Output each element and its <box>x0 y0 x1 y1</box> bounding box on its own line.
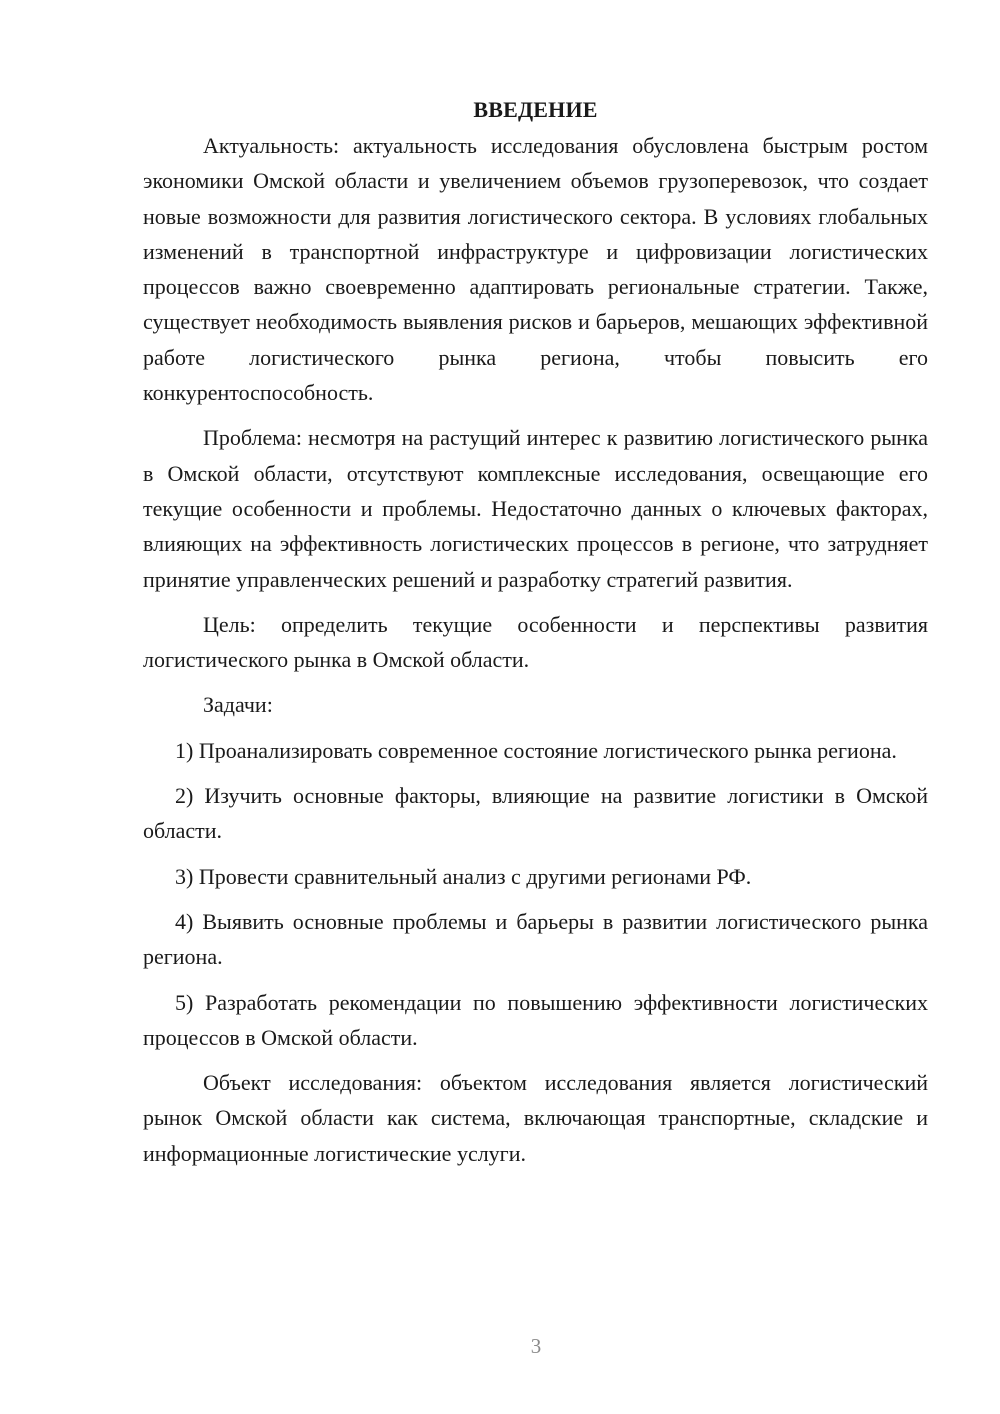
paragraph-relevance: Актуальность: актуальность исследования обусловлена быстрым ростом экономики Омской области и увеличением объемов грузоперевозок, что создает новые возможности для развития логистического сектора. В условиях глобальных изменений в транспортной инфраструктуре и цифровизации логистических процессов важно своевременно адаптировать региональные стратегии. Также, существует необходимость выявления рисков и барьеров, мешающих эффективной работе логистического рынка региона, чтобы повысить его конкурентоспособность. <box>143 133 928 406</box>
task-item-1: 1) Проанализировать современное состояние логистического рынка региона. <box>175 737 897 763</box>
task-item-4: 4) Выявить основные проблемы и барьеры в развитии логистического рынка региона. <box>143 908 928 970</box>
task-item-5: 5) Разработать рекомендации по повышению эффективности логистических процессов в Омской области. <box>143 989 928 1050</box>
paragraph-goal: Цель: определить текущие особенности и перспективы развития логистического рынка в Омской области. <box>143 611 928 673</box>
task-item-2: 2) Изучить основные факторы, влияющие на развитие логистики в Омской области. <box>143 783 928 844</box>
paragraph-problem: Проблема: несмотря на растущий интерес к развитию логистического рынка в Омской области, отсутствуют комплексные исследования, освещающие его текущие особенности и проблемы. Недостаточно данных о ключевых факторах, влияющих на эффективность логистических процессов в регионе, что затрудняет принятие управленческих решений и разработку стратегий развития. <box>143 425 928 592</box>
page-number: 3 <box>530 1334 542 1358</box>
paragraph-object: Объект исследования: объектом исследования является логистический рынок Омской области как система, включающая транспортные, складские и информационные логистические услуги. <box>143 1070 928 1166</box>
tasks-label: Задачи: <box>203 692 273 718</box>
task-item-3: 3) Провести сравнительный анализ с другими регионами РФ. <box>175 863 752 889</box>
page-content <box>143 93 928 1181</box>
section-heading: ВВЕДЕНИЕ <box>473 97 598 122</box>
